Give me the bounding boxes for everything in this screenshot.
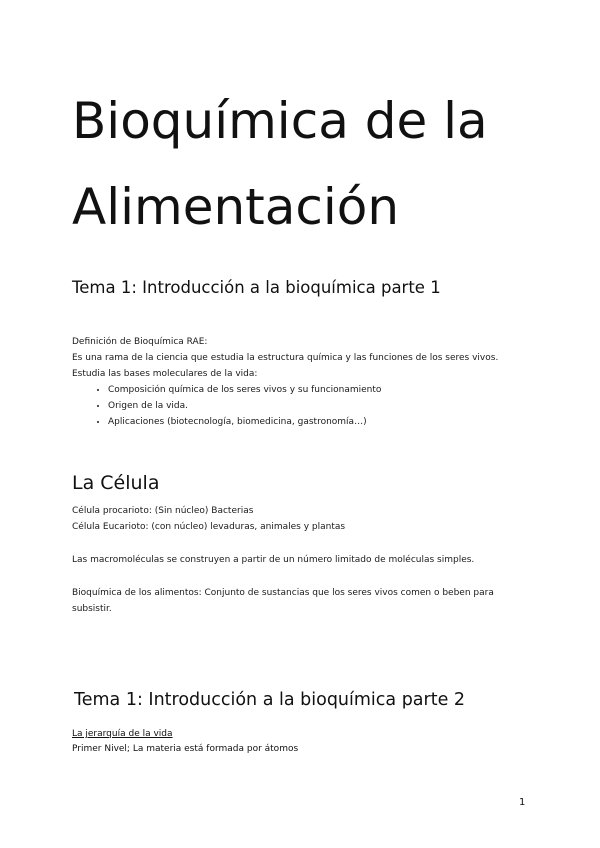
first-level-text: Primer Nivel; La materia está formada por átomos [72,744,299,754]
cell-types-block [72,503,532,535]
list-item: • Origen de la vida. [108,398,532,414]
bullet-list [72,382,532,430]
definition-block [72,334,532,430]
section-heading-tema1-parte1: Tema 1: Introducción a la bioquímica parte 1 [72,278,441,297]
hierarchy-subheading: La jerarquía de la vida [72,729,173,739]
section-heading-tema1-parte2: Tema 1: Introducción a la bioquímica parte 2 [74,690,466,710]
title-line-1: Bioquímica de la [72,92,488,150]
food-biochemistry-paragraph: Bioquímica de los alimentos: Conjunto de sustancias que los seres vivos comen o beben para subsistir. [72,588,494,614]
definition-text: Es una rama de la ciencia que estudia la estructura química y las funciones de los seres vivos. [72,353,499,363]
page-number: 1 [519,797,526,808]
macromolecules-paragraph: Las macromoléculas se construyen a partir de un número limitado de moléculas simples. [72,555,475,565]
title-line-2: Alimentación [72,178,400,236]
definition-label: Definición de Bioquímica RAE: [72,337,208,347]
document-title [72,78,488,250]
section-heading-la-celula: La Célula [72,472,160,494]
list-item: • Composición química de los seres vivos y su funcionamiento [108,382,532,398]
list-item: • Aplicaciones (biotecnología, biomedicina, gastronomía…) [108,414,532,430]
studies-text: Estudia las bases moleculares de la vida: [72,369,258,379]
cell-type-line: Célula procarioto: (Sin núcleo) Bacterias [72,506,254,516]
cell-type-line: Célula Eucarioto: (con núcleo) levaduras, animales y plantas [72,522,346,532]
